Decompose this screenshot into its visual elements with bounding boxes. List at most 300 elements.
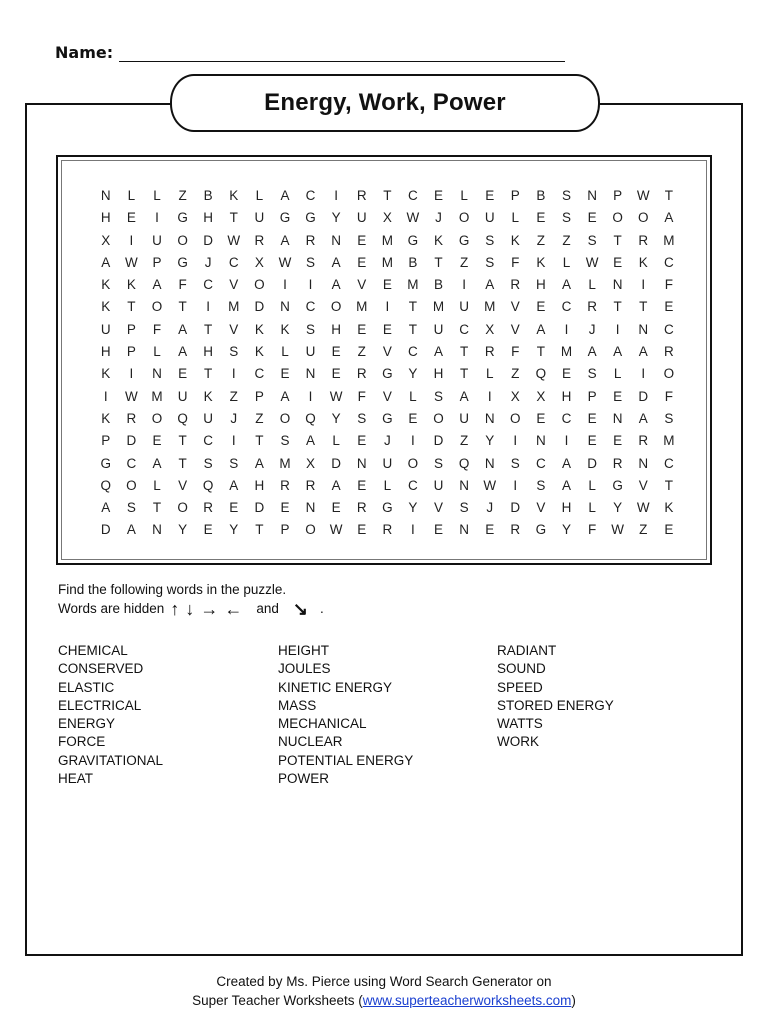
grid-letter: U xyxy=(177,388,188,404)
grid-letter: G xyxy=(100,455,112,471)
website-link[interactable]: www.superteacherworksheets.com xyxy=(362,993,572,1008)
grid-letter: D xyxy=(254,500,265,516)
and-text: and xyxy=(256,601,279,616)
grid-letter: F xyxy=(511,344,520,360)
grid-letter: E xyxy=(536,410,546,426)
grid-letter: X xyxy=(306,455,316,471)
grid-letter: M xyxy=(663,433,675,449)
word-item: POWER xyxy=(278,771,330,787)
grid-letter: V xyxy=(229,321,239,337)
grid-letter: C xyxy=(459,321,469,337)
grid-letter: T xyxy=(255,522,264,538)
grid-letter: I xyxy=(308,277,313,293)
grid-letter: C xyxy=(126,455,137,471)
grid-letter: E xyxy=(280,366,290,382)
word-item: NUCLEAR xyxy=(278,734,343,750)
grid-letter: A xyxy=(331,277,341,293)
grid-letter: W xyxy=(585,254,599,270)
grid-letter: S xyxy=(357,410,367,426)
grid-letter: Q xyxy=(458,455,470,471)
grid-letter: N xyxy=(536,433,546,449)
grid-letter: M xyxy=(279,455,291,471)
grid-letter: E xyxy=(382,321,392,337)
grid-letter: R xyxy=(254,232,265,248)
grid-letter: Y xyxy=(331,410,341,426)
grid-letter: L xyxy=(460,188,468,203)
word-item: WATTS xyxy=(497,716,543,732)
grid-letter: K xyxy=(536,254,546,270)
grid-letter: P xyxy=(126,344,136,360)
grid-letter: M xyxy=(228,299,240,315)
grid-letter: S xyxy=(434,388,444,404)
footer-prefix: Super Teacher Worksheets ( xyxy=(192,993,363,1008)
grid-letter: Q xyxy=(202,477,214,493)
grid-letter: V xyxy=(229,277,239,293)
down-arrow-icon: ↓ xyxy=(185,598,195,619)
grid-letter: R xyxy=(356,188,367,203)
grid-letter: D xyxy=(638,388,649,404)
grid-letter: E xyxy=(664,299,674,315)
grid-letter: I xyxy=(513,477,518,493)
grid-letter: A xyxy=(459,388,469,404)
grid-letter: A xyxy=(638,410,648,426)
grid-letter: L xyxy=(383,477,392,493)
grid-letter: K xyxy=(280,321,290,337)
grid-letter: O xyxy=(126,477,137,493)
instructions-line2 xyxy=(58,599,324,618)
grid-letter: B xyxy=(203,188,213,203)
grid-letter: N xyxy=(612,410,623,426)
grid-letter: S xyxy=(561,210,571,226)
grid-letter: V xyxy=(510,321,520,337)
grid-letter: T xyxy=(459,366,469,382)
word-item: MASS xyxy=(278,697,317,713)
grid-letter: E xyxy=(331,344,341,360)
grid-letter: C xyxy=(663,254,674,270)
grid-letter: E xyxy=(536,299,546,315)
grid-letter: T xyxy=(127,299,136,315)
grid-letter: N xyxy=(152,522,162,538)
grid-letter: O xyxy=(433,410,444,426)
grid-letter: H xyxy=(100,344,111,360)
puzzle-box xyxy=(56,155,712,565)
grid-letter: G xyxy=(382,366,393,382)
grid-letter: R xyxy=(663,344,674,360)
grid-letter: L xyxy=(588,500,596,516)
grid-letter: R xyxy=(356,500,367,516)
grid-letter: U xyxy=(459,410,469,426)
grid-letter: A xyxy=(101,254,111,270)
grid-letter: I xyxy=(103,388,108,404)
grid-letter: S xyxy=(306,321,316,337)
grid-letter: I xyxy=(641,366,646,382)
grid-letter: P xyxy=(510,188,520,203)
grid-letter: L xyxy=(153,188,161,203)
grid-letter: R xyxy=(305,232,316,248)
grid-letter: B xyxy=(536,188,546,203)
grid-letter: P xyxy=(101,433,111,449)
grid-letter: V xyxy=(536,500,546,516)
grid-letter: X xyxy=(254,254,264,270)
grid-letter: U xyxy=(433,321,444,337)
grid-letter: Z xyxy=(229,388,238,404)
grid-letter: E xyxy=(613,388,623,404)
word-item: JOULES xyxy=(278,661,331,677)
grid-letter: T xyxy=(408,299,418,315)
grid-letter: V xyxy=(638,477,648,493)
grid-letter: E xyxy=(587,410,597,426)
grid-letter: K xyxy=(101,277,111,293)
grid-letter: S xyxy=(485,232,495,248)
grid-letter: H xyxy=(561,500,572,516)
grid-letter: I xyxy=(129,366,134,382)
grid-letter: G xyxy=(407,232,419,248)
grid-letter: Y xyxy=(485,433,495,449)
grid-letter: E xyxy=(357,477,367,493)
grid-letter: O xyxy=(177,232,188,248)
grid-letter: N xyxy=(638,321,649,337)
grid-letter: I xyxy=(385,299,390,315)
grid-letter: W xyxy=(406,210,420,226)
grid-letter: O xyxy=(663,366,675,382)
grid-letter: K xyxy=(101,299,111,315)
grid-letter: F xyxy=(178,277,187,293)
grid-letter: P xyxy=(280,522,290,538)
grid-letter: C xyxy=(305,188,316,203)
grid-letter: I xyxy=(283,277,287,293)
grid-letter: M xyxy=(407,277,419,293)
grid-letter: J xyxy=(486,500,494,516)
grid-letter: Z xyxy=(178,188,187,203)
grid-letter: Q xyxy=(100,477,112,493)
grid-letter: Y xyxy=(408,500,418,516)
grid-letter: U xyxy=(382,455,393,471)
footer xyxy=(0,972,768,1010)
word-item: ELECTRICAL xyxy=(58,697,142,713)
grid-letter: R xyxy=(382,522,393,538)
grid-letter: Z xyxy=(459,254,469,270)
word-item: CONSERVED xyxy=(58,661,144,677)
grid-letter: K xyxy=(126,277,136,293)
word-item: MECHANICAL xyxy=(278,716,367,732)
grid-letter: Y xyxy=(331,210,341,226)
grid-letter: R xyxy=(203,500,214,516)
grid-letter: D xyxy=(587,455,597,471)
grid-letter: T xyxy=(459,344,469,360)
grid-letter: T xyxy=(178,433,187,449)
grid-letter: L xyxy=(613,366,622,382)
grid-letter: E xyxy=(357,522,367,538)
footer-line1: Created by Ms. Pierce using Word Search Generator on xyxy=(216,974,552,989)
grid-letter: A xyxy=(561,277,571,293)
grid-letter: O xyxy=(254,277,265,293)
grid-letter: H xyxy=(100,210,111,226)
grid-letter: T xyxy=(229,210,238,226)
grid-letter: T xyxy=(613,232,622,248)
grid-letter: S xyxy=(280,433,290,449)
grid-letter: C xyxy=(536,455,546,471)
grid-letter: W xyxy=(329,388,343,404)
word-item: SOUND xyxy=(497,661,546,677)
grid-letter: T xyxy=(178,455,187,471)
grid-letter: G xyxy=(382,410,393,426)
name-line xyxy=(119,45,565,62)
grid-letter: C xyxy=(203,277,214,293)
grid-letter: R xyxy=(280,477,290,493)
grid-letter: E xyxy=(357,433,367,449)
grid-letter: K xyxy=(203,388,213,404)
grid-letter: M xyxy=(560,344,573,360)
grid-letter: S xyxy=(126,500,136,516)
grid-letter: A xyxy=(587,344,597,360)
grid-letter: K xyxy=(101,366,111,382)
grid-letter: E xyxy=(536,210,546,226)
grid-letter: T xyxy=(152,500,162,516)
name-row xyxy=(55,38,565,62)
grid-letter: F xyxy=(152,321,162,337)
grid-letter: R xyxy=(638,232,649,248)
grid-letter: A xyxy=(331,477,341,493)
grid-letter: E xyxy=(331,500,341,516)
grid-letter: A xyxy=(280,232,290,248)
grid-letter: A xyxy=(229,477,239,493)
grid-letter: Q xyxy=(305,410,316,426)
grid-letter: U xyxy=(254,210,265,226)
grid-letter: L xyxy=(332,433,340,449)
grid-letter: Z xyxy=(459,433,469,449)
left-arrow-icon: ← xyxy=(224,598,243,619)
grid-letter: C xyxy=(663,455,674,471)
grid-letter: E xyxy=(561,366,571,382)
grid-letter: A xyxy=(561,477,571,493)
grid-letter: D xyxy=(126,433,137,449)
grid-letter: I xyxy=(564,433,569,449)
grid-letter: K xyxy=(434,232,444,248)
word-list-column-3 xyxy=(497,642,614,752)
grid-letter: O xyxy=(177,500,188,516)
grid-letter: Y xyxy=(561,522,571,538)
grid-letter: N xyxy=(587,188,597,203)
grid-letter: I xyxy=(411,522,415,538)
grid-letter: A xyxy=(126,522,136,538)
grid-letter: R xyxy=(356,366,367,382)
grid-letter: S xyxy=(664,410,674,426)
grid-letter: F xyxy=(357,388,366,404)
grid-letter: G xyxy=(535,522,547,538)
grid-letter: S xyxy=(510,455,520,471)
grid-letter: L xyxy=(255,188,264,203)
grid-letter: E xyxy=(357,321,367,337)
grid-letter: Y xyxy=(408,366,418,382)
grid-letter: M xyxy=(381,254,393,270)
grid-letter: T xyxy=(255,433,264,449)
grid-letter: G xyxy=(458,232,470,248)
grid-letter: A xyxy=(485,277,495,293)
grid-letter: O xyxy=(612,210,623,226)
grid-letter: K xyxy=(638,254,648,270)
grid-letter: U xyxy=(484,210,495,226)
grid-letter: I xyxy=(129,232,134,248)
grid-letter: O xyxy=(510,410,521,426)
grid-letter: H xyxy=(331,321,342,337)
grid-letter: X xyxy=(510,388,520,404)
grid-letter: C xyxy=(305,299,316,315)
title-banner xyxy=(170,74,600,132)
grid-letter: A xyxy=(152,277,162,293)
grid-letter: W xyxy=(329,522,343,538)
grid-letter: L xyxy=(153,477,161,493)
grid-letter: O xyxy=(151,299,163,315)
grid-letter: U xyxy=(152,232,162,248)
grid-letter: T xyxy=(434,254,443,270)
grid-letter: E xyxy=(587,210,597,226)
grid-letter: A xyxy=(178,321,188,337)
grid-letter: R xyxy=(484,344,495,360)
grid-letter: O xyxy=(638,210,649,226)
grid-letter: U xyxy=(356,210,367,226)
grid-letter: B xyxy=(408,254,418,270)
grid-letter: A xyxy=(638,344,648,360)
grid-letter: C xyxy=(408,188,418,203)
grid-letter: F xyxy=(511,254,520,270)
grid-letter: E xyxy=(485,188,495,203)
letter-grid xyxy=(93,185,682,542)
grid-letter: E xyxy=(613,433,623,449)
grid-letter: C xyxy=(203,433,214,449)
grid-letter: T xyxy=(536,344,546,360)
grid-letter: O xyxy=(407,455,419,471)
grid-letter: I xyxy=(513,433,518,449)
grid-letter: O xyxy=(305,522,316,538)
grid-letter: P xyxy=(126,321,136,337)
footer-suffix: ) xyxy=(571,993,576,1008)
grid-letter: P xyxy=(613,188,623,203)
grid-letter: N xyxy=(305,500,316,516)
grid-letter: U xyxy=(305,344,316,360)
name-label: Name: xyxy=(55,43,114,62)
grid-letter: O xyxy=(151,410,163,426)
grid-letter: P xyxy=(152,254,162,270)
grid-letter: E xyxy=(229,500,239,516)
grid-letter: I xyxy=(206,299,211,315)
word-item: ENERGY xyxy=(58,716,116,732)
grid-letter: E xyxy=(434,188,444,203)
grid-letter: E xyxy=(331,366,341,382)
grid-letter: E xyxy=(152,433,162,449)
grid-letter: M xyxy=(381,232,393,248)
grid-letter: A xyxy=(561,455,571,471)
grid-letter: I xyxy=(641,277,646,293)
grid-letter: Y xyxy=(229,522,239,538)
grid-letter: E xyxy=(408,410,418,426)
grid-letter: A xyxy=(536,321,546,337)
grid-letter: N xyxy=(305,366,316,382)
word-item: POTENTIAL ENERGY xyxy=(278,752,414,768)
word-item: RADIANT xyxy=(497,643,557,658)
grid-letter: W xyxy=(611,522,625,538)
grid-letter: H xyxy=(203,344,214,360)
word-list-column-2 xyxy=(278,642,413,788)
grid-letter: A xyxy=(306,433,316,449)
grid-letter: X xyxy=(101,232,111,248)
grid-letter: U xyxy=(433,477,444,493)
grid-letter: H xyxy=(561,388,572,404)
grid-letter: Z xyxy=(639,522,648,538)
grid-letter: T xyxy=(639,299,648,315)
grid-letter: A xyxy=(101,500,111,516)
grid-letter: Z xyxy=(357,344,366,360)
grid-letter: A xyxy=(280,388,290,404)
grid-letter: T xyxy=(178,299,187,315)
grid-letter: N xyxy=(484,410,495,426)
grid-letter: K xyxy=(101,410,111,426)
grid-letter: C xyxy=(561,410,572,426)
grid-letter: Y xyxy=(613,500,623,516)
grid-letter: J xyxy=(588,321,596,337)
grid-letter: C xyxy=(228,254,239,270)
word-item: GRAVITATIONAL xyxy=(58,752,164,768)
word-list-column-1 xyxy=(58,642,163,788)
grid-letter: W xyxy=(227,232,241,248)
word-item: HEIGHT xyxy=(278,643,330,658)
grid-letter: N xyxy=(638,455,649,471)
grid-letter: M xyxy=(663,232,675,248)
grid-letter: L xyxy=(153,344,161,360)
grid-letter: Q xyxy=(535,366,547,382)
grid-letter: Z xyxy=(536,232,546,248)
footer-line2 xyxy=(0,991,768,1010)
grid-letter: G xyxy=(305,210,316,226)
grid-letter: B xyxy=(434,277,444,293)
grid-letter: M xyxy=(356,299,368,315)
grid-letter: U xyxy=(459,299,469,315)
grid-letter: T xyxy=(383,188,392,203)
grid-letter: F xyxy=(664,388,673,404)
grid-letter: K xyxy=(254,344,264,360)
grid-letter: I xyxy=(231,366,236,382)
grid-letter: F xyxy=(664,277,673,293)
grid-letter: R xyxy=(612,455,623,471)
word-item: CHEMICAL xyxy=(58,643,128,658)
grid-letter: A xyxy=(178,344,188,360)
grid-letter: S xyxy=(459,500,469,516)
grid-letter: I xyxy=(334,188,339,203)
grid-letter: N xyxy=(152,366,162,382)
grid-letter: U xyxy=(100,321,111,337)
instructions xyxy=(58,580,324,618)
instructions-line1: Find the following words in the puzzle. xyxy=(58,582,287,597)
grid-letter: Q xyxy=(177,410,188,426)
grid-letter: C xyxy=(408,344,418,360)
grid-letter: K xyxy=(254,321,264,337)
grid-letter: C xyxy=(408,477,418,493)
grid-letter: C xyxy=(254,366,265,382)
grid-letter: S xyxy=(229,344,239,360)
grid-letter: J xyxy=(383,433,391,449)
grid-letter: S xyxy=(203,455,213,471)
grid-letter: E xyxy=(587,433,597,449)
grid-letter: G xyxy=(382,500,393,516)
grid-letter: L xyxy=(485,366,494,382)
grid-letter: E xyxy=(357,254,367,270)
word-item: SPEED xyxy=(497,679,543,695)
grid-letter: E xyxy=(357,232,367,248)
page-title: Energy, Work, Power xyxy=(264,89,506,116)
grid-letter: R xyxy=(638,433,649,449)
grid-letter: S xyxy=(485,254,495,270)
grid-letter: V xyxy=(357,277,367,293)
grid-letter: N xyxy=(331,232,342,248)
